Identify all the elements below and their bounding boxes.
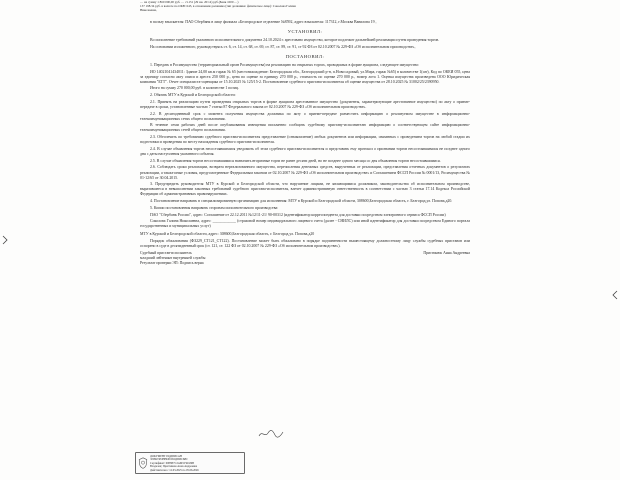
signer-name: Пристинюк Анна Андреевна — [423, 250, 470, 255]
total-sum: Итого на сумму 270 000,00 руб. в количестве 1 позиц. — [150, 86, 239, 91]
document-body — [140, 0, 470, 266]
resolved-item-1: 1. Передать в Росимущество (территориальный орган Росимущества) на реализацию на открытых торгах, проводимых в форме аукциона, следующее имущество: — [150, 62, 420, 67]
resolved-item-2-4: 2.4. В случае объявления торгов несостоявшимися уведомить об этом судебного пристава-исполнителя и представить ему протокол о признании торгов несостоявшимися не позднее одного дня с даты наступления указанного события. — [140, 146, 470, 157]
emblem-icon — [138, 457, 148, 469]
top-fragment-line-1: … на сумму 1 860 000,00 руб. … ст.151 (29 нн. 20:14) руб.(Банк 1000 …) — [140, 0, 239, 4]
handwritten-signature — [258, 429, 284, 439]
stamp-line-5: Действителен с 12.03.2025 по 05.06.2026 — [150, 468, 199, 472]
resolved-item-2-1: 2.1. Принять на реализацию путем проведения открытых торгов в форме аукциона арестованное имущество (документы, характеризующие арестованное имущество) по акту о приеме-передаче в сроки, установленные частью 7 статьи 87 Федерального закона от 02.10.2007 № 229-ФЗ «Об исполнительном производстве». — [140, 99, 470, 109]
resolved-item-2-5: 2.5. В случае объявления торгов несостоявшимися назначить вторичные торги не ранее десяти дней, но не позднее одного месяца со дня объявления торгов несостоявшимися. — [150, 158, 441, 163]
resolved-item-4: 4. Постановление направить в специализированную организацию для исполнения: МТУ в Курской и Белгородской области, 308600,Белгородская область, г. Белгород,ул. Попова,д20. — [150, 199, 453, 204]
resolved-item-2-2: 2.2. В десятидневный срок с момента получения имущества должника по акту о приеме-передаче разместить информацию о реализуемом имуществе в информационно-телекоммуникационных сетях общего пользования. — [140, 111, 470, 121]
established-heading: УСТАНОВИЛ: — [287, 29, 323, 35]
signer-role-line-2: младший лейтенант внутренней службы — [140, 255, 206, 260]
signature-check-result: Результат проверки ЭП: Подпись верна — [140, 260, 204, 265]
stamp-line-2: ЭЛЕКТРОННОЙ ПОДПИСЬЮ — [150, 458, 188, 462]
established-paragraph-2: На основании изложенного, руководствуясь ст. 6, ст. 14, ст. 68, ст. 69, ст. 87, ст. 89, ст. 91, ст 92 ФЗ от 02.10.2007 № 229-ФЗ «Об исполнительном производстве», — [150, 44, 416, 49]
appeal-procedure: Порядок обжалования (ФЗ229_СТ121_СТ122). Постановление может быть обжаловано в порядке подчиненности вышестоящему должностному лицу службы судебных приставов или оспорено в суде в десятидневный срок (ст. 121, ст. 122 ФЗ от 02.10.2007 № 229-ФЗ «Об исполнительном производстве»). — [140, 239, 470, 249]
established-paragraph-1: Во исполнение требований указанного исполнительного документа 24.10.2024 г. арестовано имущество, которое подлежит дальнейшей реализации путем проведения торгов. — [150, 38, 440, 43]
resolved-item-2-2-note: В течение семи рабочих дней после опубликования извещения письменно сообщить судебному приставу-исполнителю информацию о соответствующем сайте информационно-телекоммуникационных сетей общего пользования. — [140, 123, 470, 133]
scan-edge-mark-right — [612, 290, 618, 300]
recipient-sberbank: ПАО "Сбербанк России", адрес: Соглашение от 22.12.2011 №12/11-21/ 90-00312 (идентификатор корреспондента для доставки посредством электронного сервиса ФССП России) — [150, 212, 446, 217]
top-fragment-line-3: Николаевна, — [140, 8, 157, 12]
resolved-item-5: 5. Копии постановления направить сторонам исполнительного производства: — [150, 205, 279, 210]
property-description: ИО 14021041434011: Здание 24,00 кв.м гараж № 65 (местонахождение: Белгородская обл., Белгородский р-н, п.Новосадовый, ул.Мира, гараж №65) в количестве 1(шт), Код по ОКЕИ 055, цена за единицу согласно акту описи и ареста 250 000 р., цена по оценке за единицу 270 000 р., стоимость по оценке 270 000 р., номер лота 1. Оценка имущества произведена ООО Юридическая компания "БТТ". Отчет специалиста-оценщика от 15.10.2025 № 125/15-2. Постановление судебного пристава-исполнителя об оценке имущества от 28.10.2025 № 31002/25/2390950. — [140, 69, 470, 84]
claimant-paragraph: в пользу взыскателя: ПАО Сбербанк в лице филиала «Белгородское отделение №8592, адрес взыскателя: 117312, г.Москва Вавилова 19 , — [150, 20, 377, 24]
scan-edge-mark-left — [2, 235, 8, 245]
resolved-item-2-3: 2.3. Обеспечить по требованию судебного пристава-исполнителя представление (ознакомление) любых документов или информации, связанных с проведением торгов на любой стадии их подготовки и проведения по месту нахождения судебного пристава-исполнителя. — [140, 135, 470, 145]
resolved-item-2: 2. Обязать МТУ в Курской и Белгородской области: — [150, 93, 236, 98]
stamp-line-4: Владелец: Пристинюк Анна Андреевна — [150, 465, 198, 469]
stamp-line-1: ДОКУМЕНТ ПОДПИСАН — [150, 455, 182, 458]
electronic-signature-stamp — [135, 452, 245, 474]
resolved-item-3: 3. Предупредить руководителя МТУ в Курской и Белгородской области, что нарушение лицами, не являющимися должником, законодательства об исполнительном производстве, выразившееся в невыполнении законных требований судебного пристава-исполнителя, влечет административную ответственность в соответствии с частью 3 статьи 17.14 Кодекса Российской Федерации об административных правонарушениях. — [140, 182, 470, 197]
signer-role-line-1: Судебный пристав-исполнитель — [140, 250, 192, 255]
top-fragment-line-2: 137 198.34 руб. в валюте по ОКВ: 643, в отношении должника (тип должника: физическое лицо): Соколова Галина — [140, 4, 296, 8]
recipient-mtu: МТУ в Курской и Белгородской области, адрес: 308600,Белгородская область, г. Белгород,ул. Попова,д20 — [140, 232, 315, 237]
resolved-heading: ПОСТАНОВИЛ: — [285, 53, 325, 59]
resolved-item-2-6: 2.6. Соблюдать сроки реализации, возврата нереализованного имущества, перечисления денежных средств, вырученных от реализации, представления отчетных документов о результатах реализации, а также иные условия, предусмотренные Федеральным законом от 02.10.2007 № 229-ФЗ «Об исполнительном производстве» и Соглашением ФССП России № 0001/13, Росимущества № 01-12/65 от 30.04.2015. — [140, 165, 470, 180]
recipient-debtor: Соколова Галина Николаевна, адрес: ____________ (страховой номер индивидуального лицевого счета (далее - СНИЛС) или иной идентификатор для доставки посредством Единого портала государственных и муниципальных услуг) — [140, 219, 470, 229]
stamp-line-3: Сертификат: 0083B7C2A6E1F4D29B — [150, 461, 194, 465]
signature-block — [140, 251, 470, 266]
